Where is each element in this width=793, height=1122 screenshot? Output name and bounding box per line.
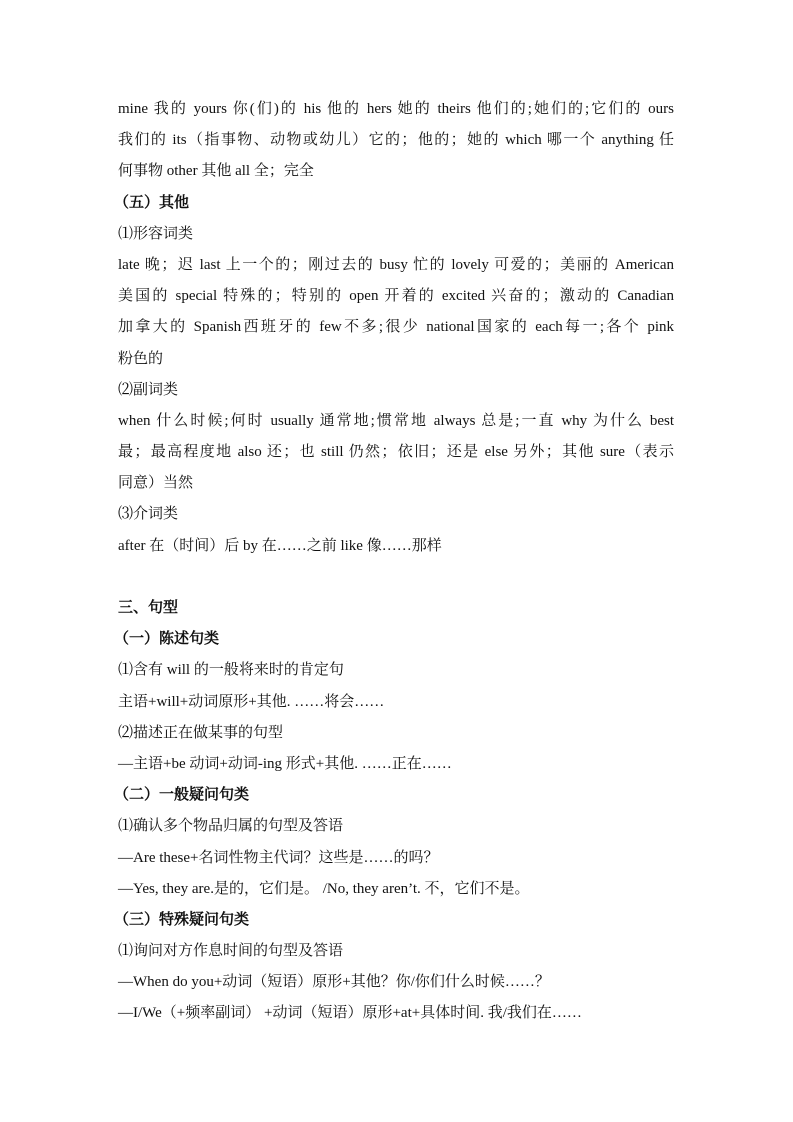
text-line: —When do you+动词（短语）原形+其他？你/你们什么时候……？ [118, 974, 550, 991]
text-line: late 晚；迟 last 上一个的；刚过去的 busy 忙的 lovely 可爱的；美丽的 American [118, 256, 674, 273]
text-line: ⑵描述正在做某事的句型 [118, 724, 284, 741]
section-heading: （三）特殊疑问句类 [114, 911, 250, 928]
text-line: 同意）当然 [118, 475, 194, 492]
text-line: 何事物 other 其他 all 全；完全 [118, 163, 314, 180]
text-line: 加拿大的 Spanish西班牙的 few不多;很少 national国家的 each每一;各个 pink [118, 319, 674, 336]
section-heading: 三、句型 [118, 600, 179, 616]
text-line: ⑵副词类 [118, 381, 179, 398]
text-line: ⑴形容词类 [118, 225, 194, 242]
text-line: ⑶介词类 [118, 506, 179, 523]
text-line: mine 我的 yours 你(们)的 his 他的 hers 她的 theirs 他们的;她们的;它们的 ours [118, 101, 674, 117]
blank-line [118, 562, 674, 593]
section-heading: （二）一般疑问句类 [114, 787, 250, 804]
text-line: —Are these+名词性物主代词？这些是……的吗？ [118, 849, 439, 866]
text-line: 美国的 special 特殊的；特别的 open 开着的 excited 兴奋的；激动的 Canadian [118, 288, 674, 305]
text-line: —Yes, they are.是的，它们是。 /No, they aren’t. 不，它们不是。 [118, 880, 530, 897]
text-line: after 在（时间）后 by 在……之前 like 像……那样 [118, 537, 442, 554]
text-line: ⑴含有 will 的一般将来时的肯定句 [118, 662, 344, 679]
text-line: ⑴询问对方作息时间的句型及答语 [118, 943, 344, 960]
text-line: —主语+be 动词+动词-ing 形式+其他. ……正在…… [118, 755, 452, 772]
section-heading: （五）其他 [114, 194, 190, 211]
text-line: 我们的 its（指事物、动物或幼儿）它的；他的；她的 which 哪一个 anything 任 [118, 132, 674, 149]
text-line: 最；最高程度地 also 还；也 still 仍然；依旧；还是 else 另外；其他 sure（表示 [118, 444, 674, 461]
text-line: 粉色的 [118, 350, 164, 367]
text-line: 主语+will+动词原形+其他. ……将会…… [118, 693, 385, 710]
text-line: when 什么时候;何时 usually 通常地;惯常地 always 总是;一直 why 为什么 best [118, 412, 674, 429]
text-line: ⑴确认多个物品归属的句型及答语 [118, 818, 344, 835]
text-line: —I/We（+频率副词） +动词（短语）原形+at+具体时间. 我/我们在…… [118, 1005, 582, 1022]
section-heading: （一）陈述句类 [114, 631, 220, 648]
document-page [114, 94, 674, 1030]
